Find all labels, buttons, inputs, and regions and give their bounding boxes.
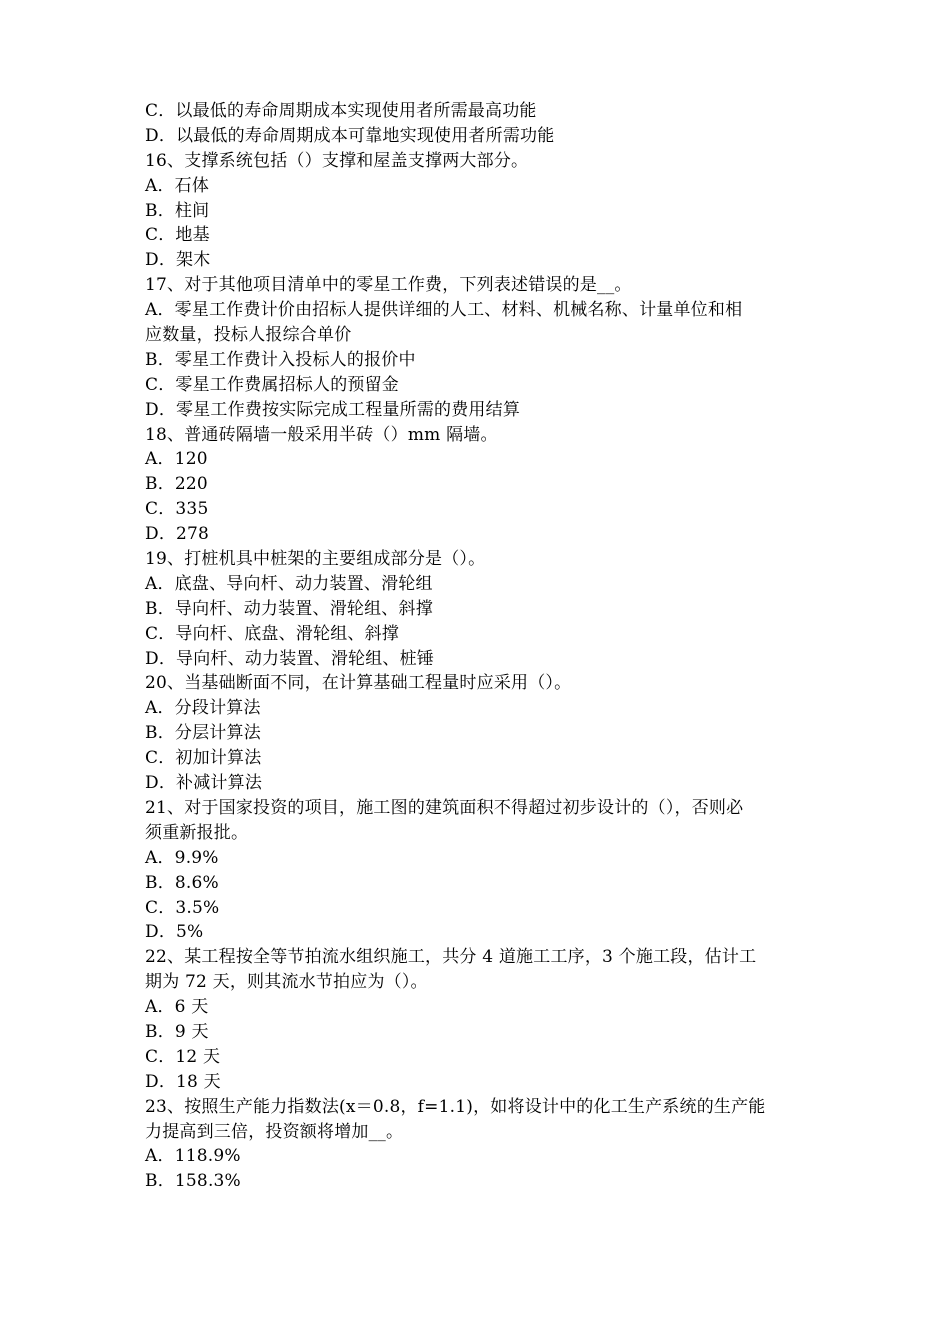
option-line: C．导向杆、底盘、滑轮组、斜撑 — [145, 623, 400, 644]
option-line: C．335 — [145, 499, 209, 520]
option-line: C．12 天 — [145, 1046, 221, 1067]
question-line: 16、支撑系统包括（）支撑和屋盖支撑两大部分。 — [145, 150, 529, 171]
option-line: D．18 天 — [145, 1071, 221, 1092]
option-line: A．零星工作费计价由招标人提供详细的人工、材料、机械名称、计量单位和相 — [145, 300, 743, 321]
question-line: 20、当基础断面不同，在计算基础工程量时应采用（）。 — [145, 673, 572, 694]
option-line: B．柱间 — [145, 200, 210, 221]
option-line: A．9.9% — [145, 847, 219, 868]
option-line: B．零星工作费计入投标人的报价中 — [145, 349, 416, 370]
option-line: C．以最低的寿命周期成本实现使用者所需最高功能 — [145, 101, 537, 121]
option-line: D．架木 — [145, 250, 211, 271]
question-line: 23、按照生产能力指数法(x＝0.8，f=1.1)，如将设计中的化工生产系统的生产能 — [145, 1096, 766, 1117]
option-line: A．分段计算法 — [145, 698, 261, 719]
option-line: C．地基 — [145, 225, 210, 246]
option-line: C．3.5% — [145, 897, 220, 918]
option-line: D．零星工作费按实际完成工程量所需的费用结算 — [145, 399, 521, 420]
question-text-block — [145, 99, 810, 1194]
option-line: B．分层计算法 — [145, 723, 261, 744]
option-line: 应数量，投标人报综合单价 — [145, 325, 352, 346]
option-line: B．8.6% — [145, 872, 219, 893]
question-line: 力提高到三倍，投资额将增加__。 — [145, 1121, 404, 1142]
option-line: B．9 天 — [145, 1021, 209, 1042]
option-line: B．158.3% — [145, 1171, 241, 1192]
question-line: 须重新报批。 — [145, 822, 249, 843]
question-line: 22、某工程按全等节拍流水组织施工，共分 4 道施工工序，3 个施工段，估计工 — [145, 947, 757, 968]
option-line: B．220 — [145, 474, 208, 495]
option-line: C．零星工作费属招标人的预留金 — [145, 374, 400, 395]
option-line: D．以最低的寿命周期成本可靠地实现使用者所需功能 — [145, 125, 555, 146]
option-line: D．导向杆、动力装置、滑轮组、桩锤 — [145, 648, 435, 669]
option-line: A．120 — [145, 449, 208, 470]
option-line: B．导向杆、动力装置、滑轮组、斜撑 — [145, 598, 433, 619]
question-line: 19、打桩机具中桩架的主要组成部分是（）。 — [145, 549, 486, 570]
question-line: 期为 72 天，则其流水节拍应为（）。 — [145, 972, 428, 993]
question-line: 21、对于国家投资的项目，施工图的建筑面积不得超过初步设计的（），否则必 — [145, 797, 744, 818]
option-line: D．278 — [145, 524, 210, 545]
option-line: D．补减计算法 — [145, 773, 263, 794]
question-line: 17、对于其他项目清单中的零星工作费，下列表述错误的是__。 — [145, 275, 632, 296]
option-line: C．初加计算法 — [145, 748, 262, 769]
option-line: A．6 天 — [145, 997, 209, 1018]
option-line: D．5% — [145, 922, 204, 943]
option-line: A．底盘、导向杆、动力装置、滑轮组 — [145, 573, 433, 594]
option-line: A．石体 — [145, 175, 210, 196]
option-line: A．118.9% — [145, 1146, 241, 1167]
question-line: 18、普通砖隔墙一般采用半砖（）mm 隔墙。 — [145, 424, 498, 445]
